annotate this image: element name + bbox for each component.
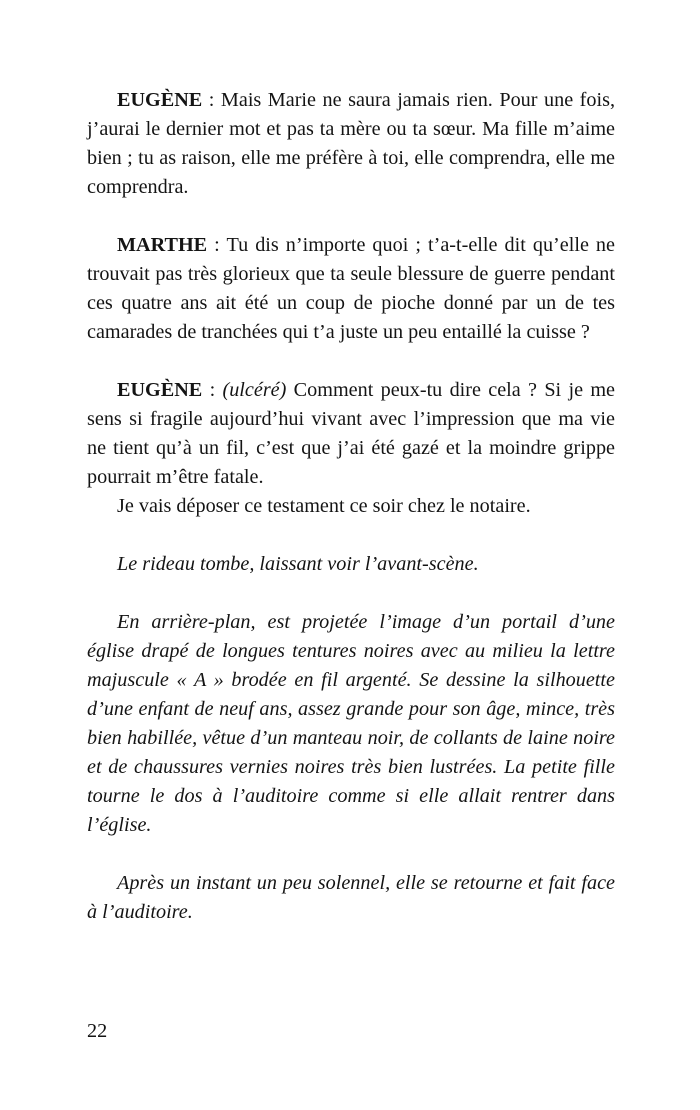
paragraph-gap [87, 347, 615, 376]
page-body [87, 86, 615, 927]
inline-stage-direction: (ulcéré) [222, 379, 287, 401]
paragraph-gap [87, 202, 615, 231]
dialogue-text: Mais Marie ne saura jamais rien. Pour une fois, j’aurai le dernier mot et pas ta mère ou ta sœur. Ma fille m’aime bien ; tu as raison, elle me préfère à toi, elle comprendra, elle me comprendra. [87, 89, 615, 198]
stage-direction-curtain: Le rideau tombe, laissant voir l’avant-scène. [117, 553, 479, 575]
dialogue-eugene-1 [87, 86, 615, 202]
dialogue-eugene-2 [87, 376, 615, 492]
stage-direction-scene: En arrière-plan, est projetée l’image d’un portail d’une église drapé de longues tentures noires avec au milieu la lettre majuscule « A » brodée en fil argenté. Se dessine la silhouette d’une enfant de neuf ans, assez grande pour son âge, mince, très bien habillée, vêtue d’un manteau noir, de collants de laine noire et de chaussures vernies noires très bien lustrées. La petite fille tourne le dos à l’auditoire comme si elle allait rentrer dans l’église. [87, 611, 615, 836]
dialogue-text: Comment peux-tu dire cela ? Si je me sens si fragile aujourd’hui vivant avec l’impression que ma vie ne tient qu’à un fil, c’est que j’ai été gazé et la moindre grippe pourrait m’être fatale. [87, 379, 615, 488]
speaker-separator: : [202, 89, 221, 111]
speaker-name: MARTHE [117, 234, 208, 256]
speaker-name: EUGÈNE [117, 89, 203, 111]
paragraph-gap [87, 840, 615, 869]
speaker-separator: : [207, 234, 227, 256]
speaker-name: EUGÈNE [117, 379, 203, 401]
dialogue-marthe [87, 231, 615, 347]
paragraph-gap [87, 579, 615, 608]
page-number: 22 [87, 1020, 108, 1042]
dialogue-continuation: Je vais déposer ce testament ce soir chez le notaire. [117, 495, 531, 517]
stage-direction-turn: Après un instant un peu solennel, elle se retourne et fait face à l’auditoire. [87, 872, 615, 923]
paragraph-gap [87, 521, 615, 550]
dialogue-text: Tu dis n’importe quoi ; t’a-t-elle dit qu’elle ne trouvait pas très glorieux que ta seule blessure de guerre pendant ces quatre ans ait été un coup de pioche donné par un de tes camarades de tranchées qui t’a juste un peu entaillé la cuisse ? [87, 234, 615, 343]
speaker-separator: : [202, 379, 223, 401]
